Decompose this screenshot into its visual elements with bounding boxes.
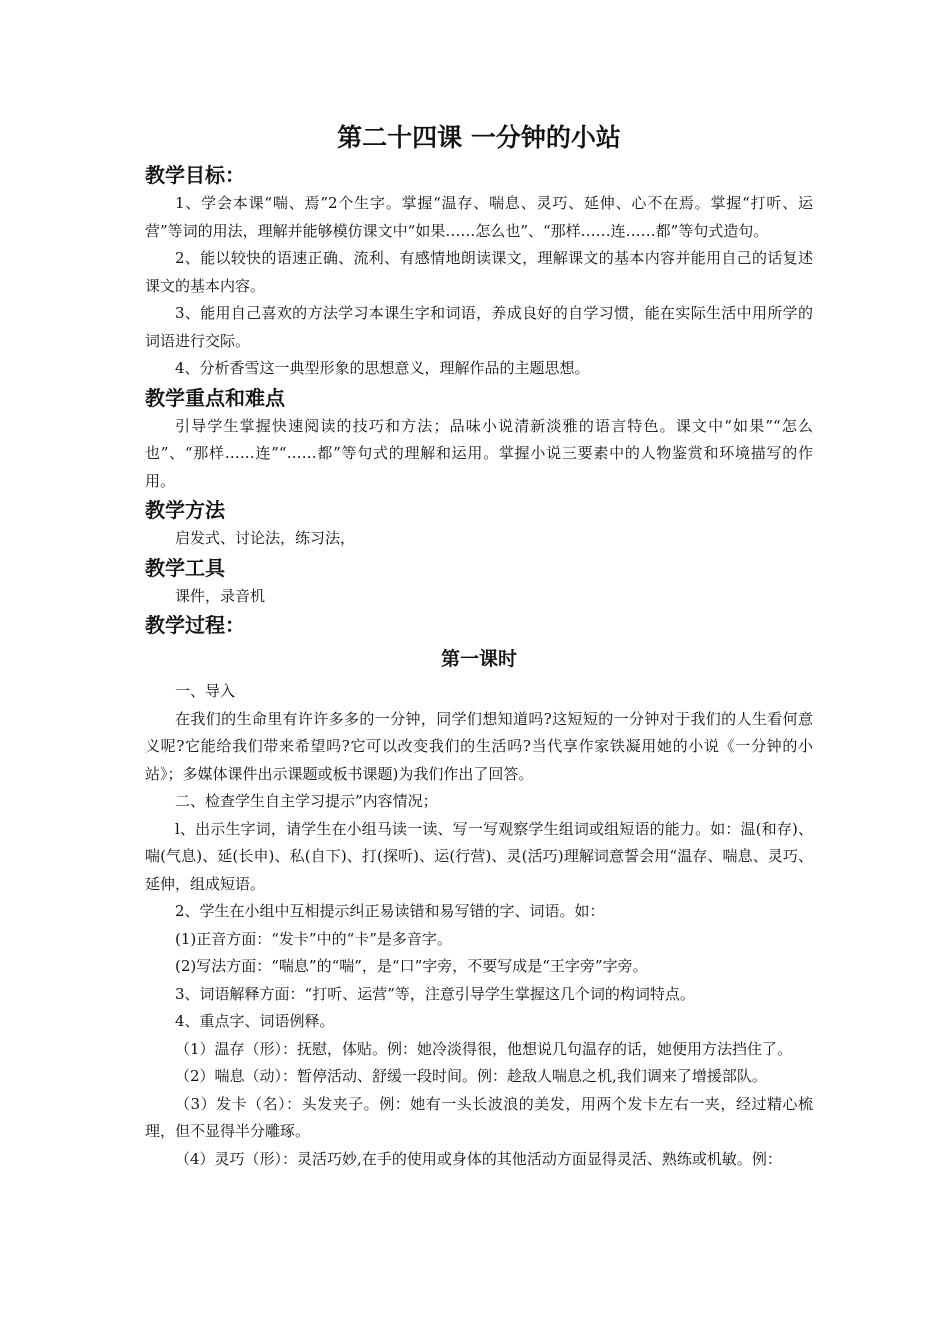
process-paragraph: 3、词语解释方面：“打听、运营”等，注意引导学生掌握这几个词的构词特点。 <box>175 984 695 1003</box>
process-paragraph: （1）温存（形）：抚慰，体贴。例：她冷淡得很，他想说几句温存的话，她便用方法挡住了。 <box>175 1039 793 1058</box>
section-heading-tools: 教学工具 <box>145 555 225 580</box>
method-text: 启发式、讨论法，练习法， <box>175 529 356 547</box>
process-paragraph: (1)正音方面：“发卡”中的“卡”是多音字。 <box>175 929 452 948</box>
process-paragraph: 一、导入 <box>175 682 236 700</box>
process-paragraph: 4、重点字、词语例释。 <box>175 1012 335 1030</box>
process-paragraph: 2、学生在小组中互相提示纠正易读错和易写错的字、词语。如： <box>175 902 605 920</box>
section-heading-key-points: 教学重点和难点 <box>145 385 285 410</box>
goal-item: 3、能用自己喜欢的方法学习本课生字和词语，养成良好的自学习惯，能在实际生活中用所学的词语进行交际。 <box>145 304 813 350</box>
lesson-subtitle: 第一课时 <box>440 648 517 670</box>
process-paragraph: （3）发卡（名）：头发夹子。例：她有一头长波浪的美发，用两个发卡左右一夹，经过精心梳理，但不显得半分雕琢。 <box>145 1094 813 1140</box>
process-paragraph: 在我们的生命里有许许多多的一分钟，同学们想知道吗?这短短的一分钟对于我们的人生看何意义呢?它能给我们带来希望吗?它可以改变我们的生活吗?当代享作家铁凝用她的小说《一分钟的小站》；多媒体课件出示课题或板书课题)为我们作出了回答。 <box>145 709 813 783</box>
process-paragraph: （2）喘息（动）：暂停活动、舒缓一段时间。例：趁敌人喘息之机,我们调来了增援部队。 <box>175 1067 767 1085</box>
section-heading-process: 教学过程： <box>145 613 245 637</box>
goal-item: 2、能以较快的语速正确、流利、有感情地朗读课文，理解课文的基本内容并能用自己的话复述课文的基本内容。 <box>145 249 813 295</box>
page-title: 第二十四课 一分钟的小站 <box>337 123 621 152</box>
process-paragraph: （4）灵巧（形）：灵活巧妙,在手的使用或身体的其他活动方面显得灵活、熟练或机敏。例： <box>175 1149 782 1168</box>
process-paragraph: l、出示生字词，请学生在小组马读一读、写一写观察学生组词或组短语的能力。如：温(和存)、喘(气息)、延(长申)、私(自下)、打(探听)、运(行营)、灵(活巧)理解词意誓会用“温存、喘息、灵巧、延伸，组成短语。 <box>145 819 813 893</box>
section-heading-method: 教学方法 <box>145 498 225 522</box>
document-body <box>145 120 813 1173</box>
process-paragraph: (2)写法方面：“喘息”的“喘”，是“口”字旁，不要写成是“王字旁”字旁。 <box>175 957 648 975</box>
key-points-text: 引导学生掌握快速阅读的技巧和方法；品味小说清新淡雅的语言特色。课文中“如果”“怎么也”、“那样……连”“……都”等句式的理解和运用。掌握小说三要素中的人物鉴赏和环境描写的作用。 <box>145 416 813 490</box>
goal-item: 1、学会本课“喘、焉”2个生字。掌握“温存、喘息、灵巧、延伸、心不在焉。掌握“打听、运营”等词的用法，理解并能够模仿课文中“如果……怎么也”、“那样……连……都”等句式造句。 <box>145 194 813 240</box>
tools-text: 课件，录音机 <box>175 586 266 605</box>
section-heading-goals: 教学目标： <box>145 163 245 187</box>
goal-item: 4、分析香雪这一典型形象的思想意义，理解作品的主题思想。 <box>175 359 590 377</box>
process-paragraph: 二、检查学生自主学习提示”内容情况； <box>175 792 438 810</box>
